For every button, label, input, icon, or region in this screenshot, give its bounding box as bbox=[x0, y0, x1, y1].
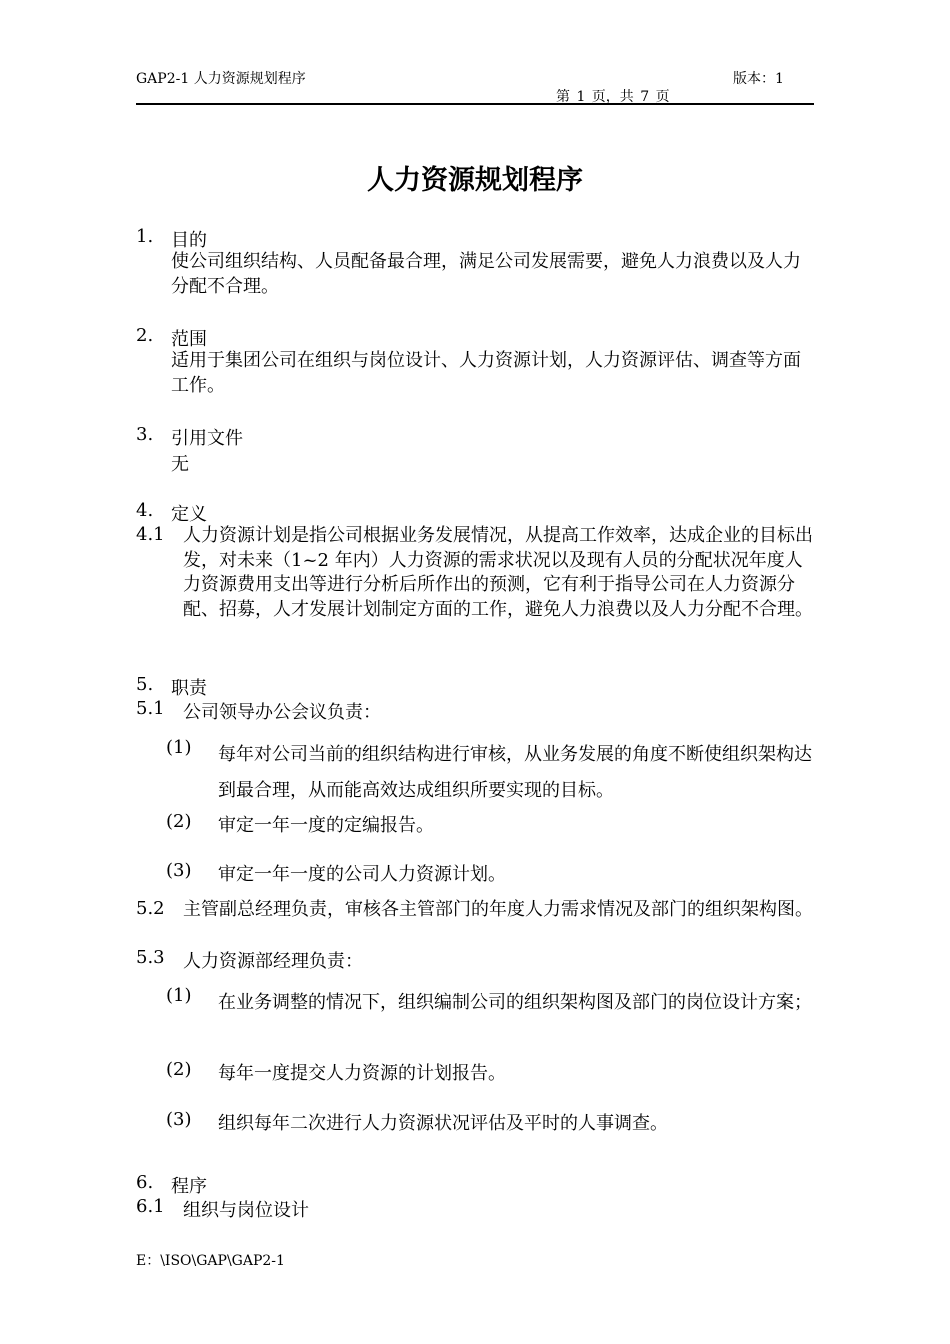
section-1-heading: 目的 bbox=[171, 230, 207, 251]
section-5-1-number: 5.1 bbox=[136, 698, 165, 719]
list-item-number: (1) bbox=[166, 737, 192, 758]
section-1-body: 使公司组织结构、人员配备最合理，满足公司发展需要，避免人力浪费以及人力分配不合理。 bbox=[171, 251, 801, 297]
list-item-text: 审定一年一度的定编报告。 bbox=[218, 815, 434, 836]
section-4-1-number: 4.1 bbox=[136, 524, 165, 545]
list-item-number: (2) bbox=[166, 1059, 192, 1080]
section-4-1-body: 人力资源计划是指公司根据业务发展情况，从提高工作效率，达成企业的目标出发，对未来（1~2 年内）人力资源的需求状况以及现有人员的分配状况年度人力资源费用支出等进行分析后所作出的预测，它有利于指导公司在人力资源分配、招募，人才发展计划制定方面的工作，避免人力浪费以及人力分配不合理。 bbox=[183, 525, 813, 620]
list-item-number: (2) bbox=[166, 811, 192, 832]
section-5-3-body: 人力资源部经理负责： bbox=[183, 951, 363, 972]
page-title: 人力资源规划程序 bbox=[367, 165, 583, 196]
header-version: 版本：1 bbox=[733, 71, 784, 87]
list-item-text: 每年对公司当前的组织结构进行审核，从业务发展的角度不断使组织架构达到最合理，从而能高效达成组织所要实现的目标。 bbox=[218, 744, 812, 801]
section-5-number: 5. bbox=[136, 674, 154, 695]
header-page-info: 第 1 页，共 7 页 bbox=[556, 89, 670, 105]
section-6-number: 6. bbox=[136, 1172, 154, 1193]
section-4-heading: 定义 bbox=[171, 504, 207, 525]
section-6-1-number: 6.1 bbox=[136, 1196, 165, 1217]
header-divider bbox=[136, 103, 814, 105]
section-3-number: 3. bbox=[136, 424, 154, 445]
footer-file-path: E：\ISO\GAP\GAP2-1 bbox=[136, 1253, 285, 1269]
list-item-number: (3) bbox=[166, 860, 192, 881]
list-item-text: 在业务调整的情况下，组织编制公司的组织架构图及部门的岗位设计方案； bbox=[218, 992, 812, 1013]
section-2-number: 2. bbox=[136, 325, 154, 346]
header-doc-title: GAP2-1 人力资源规划程序 bbox=[136, 71, 306, 87]
section-5-2-body: 主管副总经理负责，审核各主管部门的年度人力需求情况及部门的组织架构图。 bbox=[183, 899, 813, 920]
section-5-1-body: 公司领导办公会议负责： bbox=[183, 702, 381, 723]
section-1-number: 1. bbox=[136, 226, 154, 247]
section-6-heading: 程序 bbox=[171, 1176, 207, 1197]
section-2-body: 适用于集团公司在组织与岗位设计、人力资源计划，人力资源评估、调查等方面工作。 bbox=[171, 350, 801, 396]
list-item-number: (1) bbox=[166, 985, 192, 1006]
section-5-heading: 职责 bbox=[171, 678, 207, 699]
list-item-text: 组织每年二次进行人力资源状况评估及平时的人事调查。 bbox=[218, 1113, 668, 1134]
section-3-body: 无 bbox=[171, 454, 189, 475]
section-3-heading: 引用文件 bbox=[171, 428, 243, 449]
section-6-1-body: 组织与岗位设计 bbox=[183, 1200, 309, 1221]
section-4-number: 4. bbox=[136, 500, 154, 521]
list-item-number: (3) bbox=[166, 1109, 192, 1130]
list-item-text: 审定一年一度的公司人力资源计划。 bbox=[218, 864, 506, 885]
section-5-2-number: 5.2 bbox=[136, 898, 165, 919]
section-5-3-number: 5.3 bbox=[136, 947, 165, 968]
list-item-text: 每年一度提交人力资源的计划报告。 bbox=[218, 1063, 506, 1084]
section-2-heading: 范围 bbox=[171, 329, 207, 350]
